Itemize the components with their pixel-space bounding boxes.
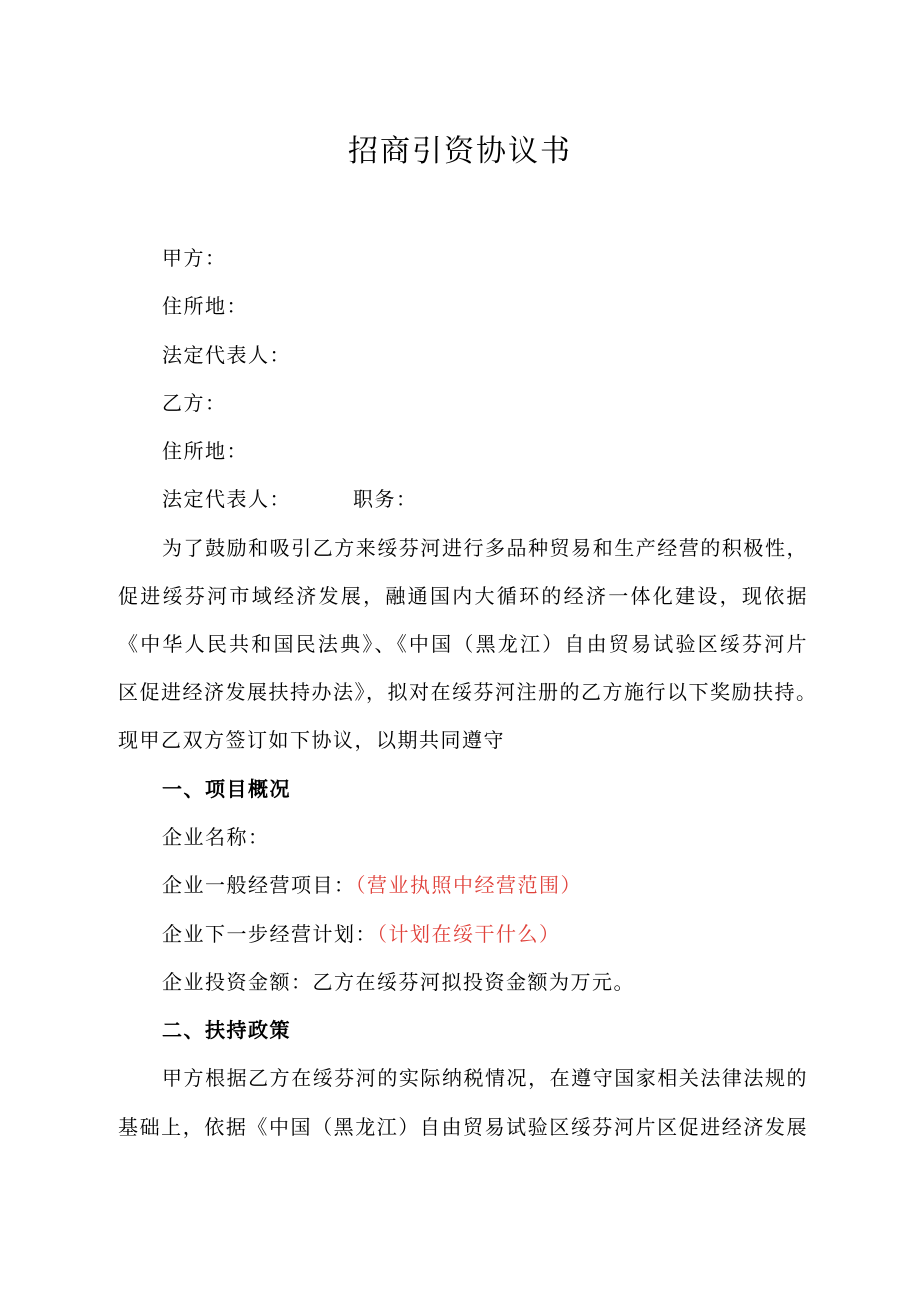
- next-plan-hint: （计划在绥干什么）: [377, 922, 561, 946]
- next-plan-label: 企业下一步经营计划：: [162, 922, 377, 946]
- policy-line: 甲方根据乙方在绥芬河的实际纳税情况，在遵守国家相关法律法规的: [162, 1066, 808, 1090]
- policy-line: 基础上，依据《中国（黑龙江）自由贸易试验区绥芬河片区促进经济发展: [118, 1115, 808, 1139]
- party-a-address-label: 住所地：: [162, 294, 248, 318]
- party-b-representative-label: 法定代表人：: [162, 487, 291, 511]
- party-b-position-label: 职务：: [353, 487, 418, 511]
- party-a-label: 甲方：: [162, 246, 227, 270]
- investment-amount-text: 企业投资金额：乙方在绥芬河拟投资金额为万元。: [162, 970, 635, 994]
- section-heading-support-policy: 二、扶持政策: [162, 1018, 291, 1042]
- general-business-hint: （营业执照中经营范围）: [355, 873, 582, 897]
- document-title: 招商引资协议书: [348, 134, 572, 169]
- preamble-line: 现甲乙双方签订如下协议，以期共同遵守: [118, 728, 505, 752]
- general-business-line: [162, 870, 808, 900]
- preamble-line: 《中华人民共和国民法典》、《中国（黑龙江）自由贸易试验区绥芬河片: [118, 632, 808, 656]
- general-business-label: 企业一般经营项目：: [162, 873, 356, 897]
- party-b-label: 乙方：: [162, 391, 227, 415]
- preamble-line: 为了鼓励和吸引乙方来绥芬河进行多品种贸易和生产经营的积极性，: [162, 536, 808, 560]
- preamble-line: 区促进经济发展扶持办法》，拟对在绥芬河注册的乙方施行以下奖励扶持。: [118, 680, 818, 704]
- next-plan-line: [162, 919, 808, 949]
- section-heading-project-overview: 一、项目概况: [162, 777, 291, 801]
- party-b-representative-line: [162, 484, 808, 514]
- party-a-representative-label: 法定代表人：: [162, 343, 291, 367]
- party-b-address-label: 住所地：: [162, 439, 248, 463]
- company-name-label: 企业名称：: [162, 825, 270, 849]
- preamble-line: 促进绥芬河市域经济发展，融通国内大循环的经济一体化建设，现依据: [118, 584, 808, 608]
